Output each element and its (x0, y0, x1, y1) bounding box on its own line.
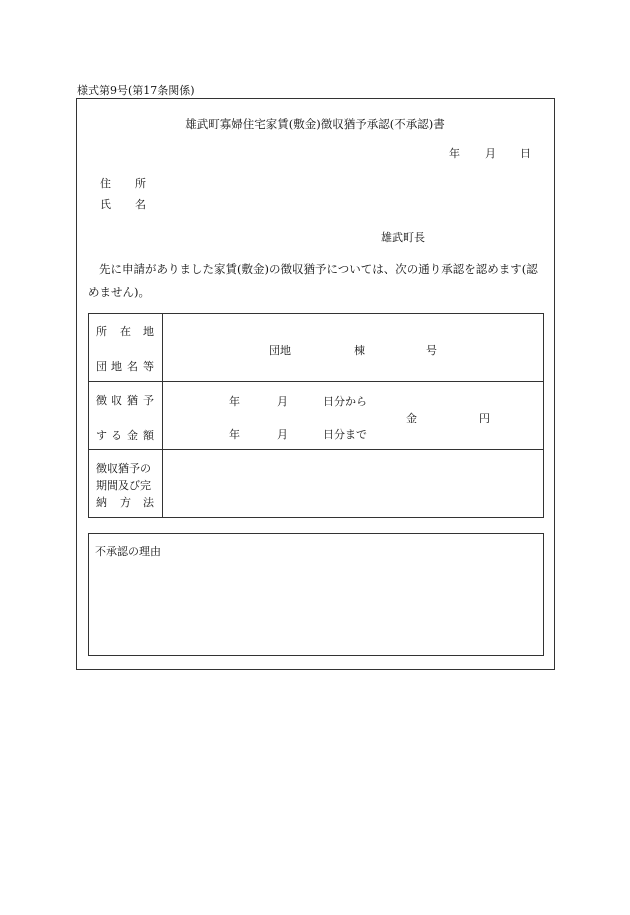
yen-unit-label: 円 (479, 412, 490, 425)
to-day-label: 日分まで (323, 428, 367, 441)
amount-prefix-label: 金 (406, 412, 417, 425)
table-column-divider (162, 314, 163, 517)
danchi-label: 団地 (269, 344, 291, 357)
rejection-reason-box (88, 533, 544, 656)
date-month-label: 月 (485, 147, 496, 160)
table-row-divider (89, 381, 543, 382)
rejection-reason-label: 不承認の理由 (95, 545, 161, 558)
from-day-label: 日分から (323, 395, 367, 408)
body-paragraph: 先に申請がありました家賃(敷金)の徴収猶予については、次の通り承認を認めます(認めません)。 (88, 262, 538, 299)
unit-number-label: 号 (426, 344, 437, 357)
to-month-label: 月 (277, 428, 288, 441)
date-day-label: 日 (520, 147, 531, 160)
period-header-line2: 期間及び完 (96, 479, 151, 492)
deferment-details-table: 所 在 地 団 地 名 等 団地 棟 号 徴 収 猶 予 す る 金 額 年 月 日分から 年 月 日分まで 金 円 徴収猶予の 期間及び完 納 方 法 (88, 313, 544, 518)
to-year-label: 年 (229, 428, 240, 441)
from-month-label: 月 (277, 395, 288, 408)
table-row-divider (89, 449, 543, 450)
date-year-label: 年 (449, 147, 460, 160)
issuer-name: 雄武町長 (381, 231, 425, 244)
document-title: 雄武町寡婦住宅家賃(敷金)徴収猶予承認(不承認)書 (185, 117, 445, 131)
form-number-label: 様式第9号(第17条関係) (77, 84, 195, 97)
from-year-label: 年 (229, 395, 240, 408)
period-header-line1: 徴収猶予の (96, 462, 151, 475)
building-label: 棟 (354, 344, 365, 357)
